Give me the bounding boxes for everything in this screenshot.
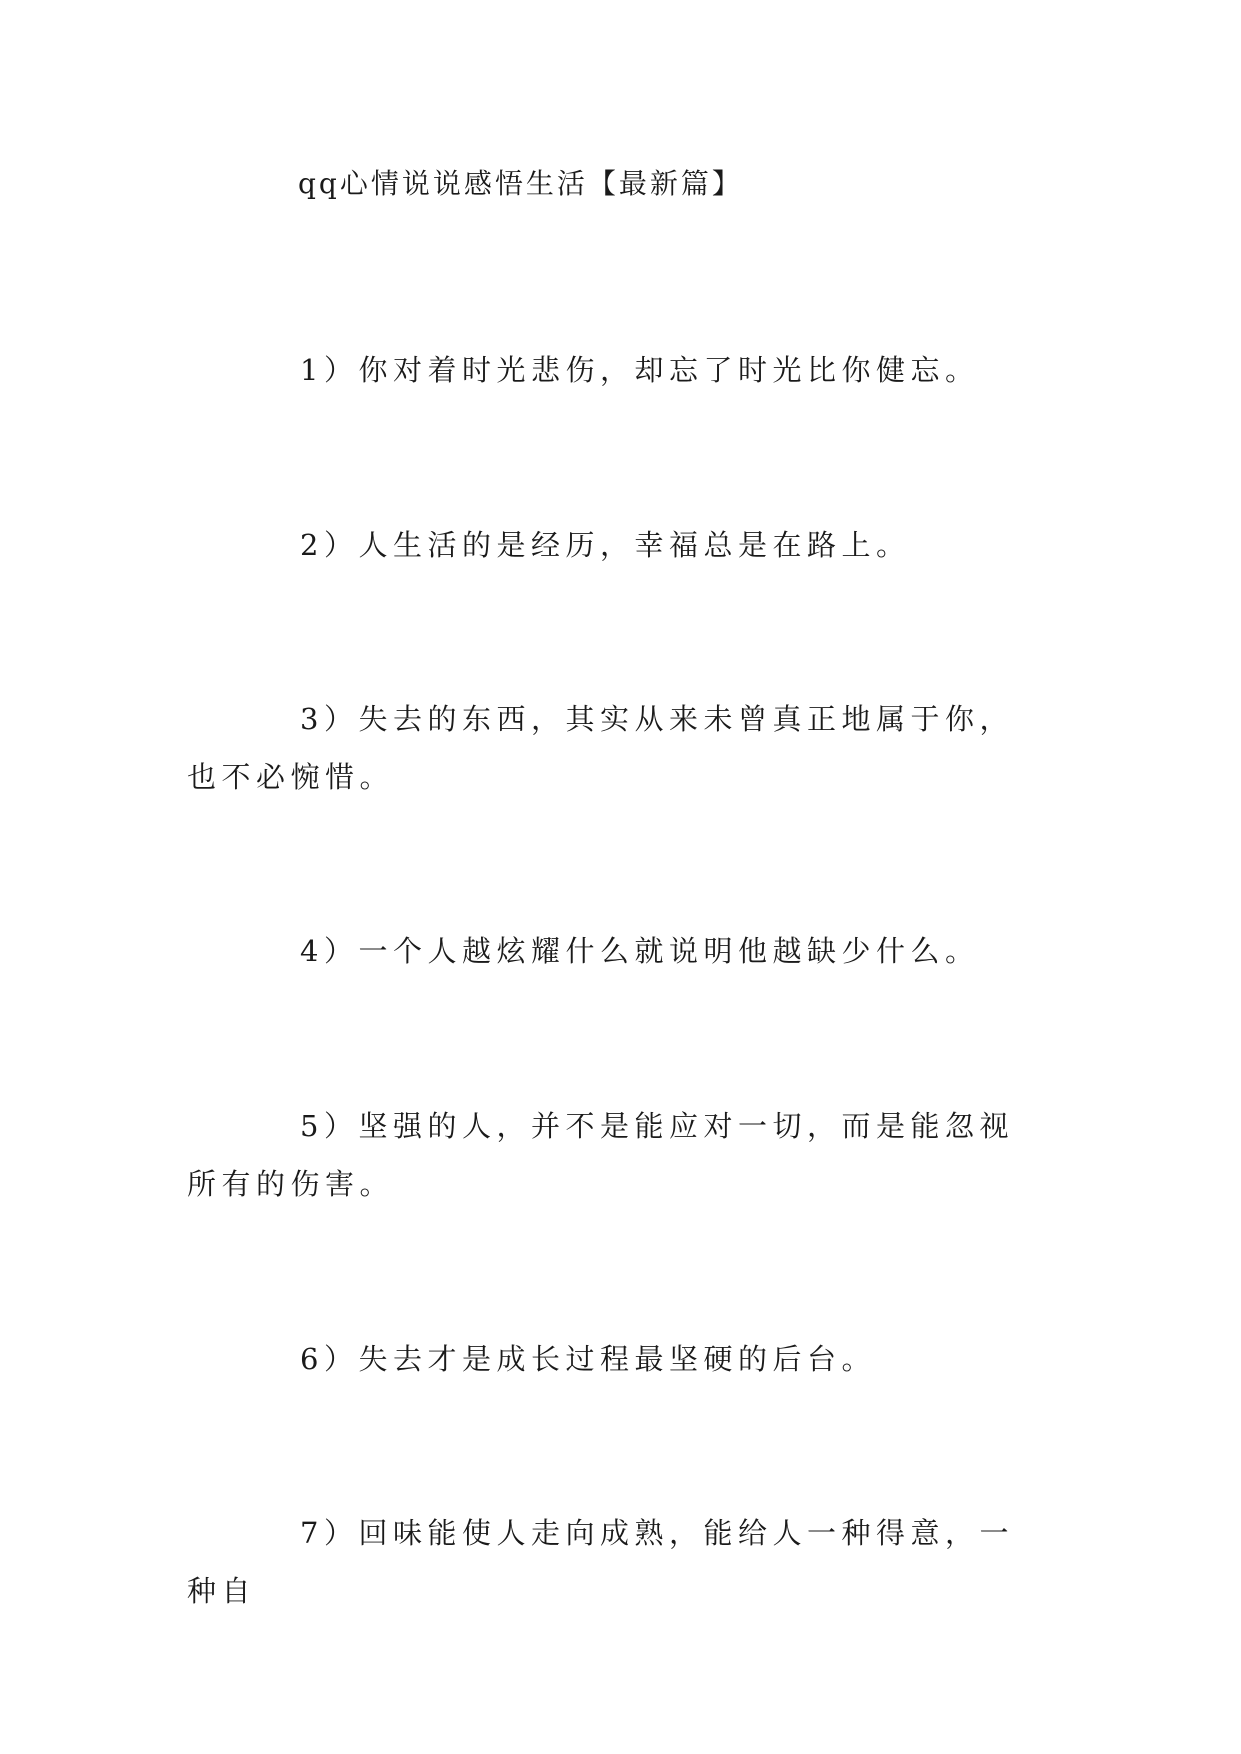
- paragraph-7: 7）回味能使人走向成熟，能给人一种得意，一种自: [187, 1516, 1014, 1608]
- paragraph-1: 1）你对着时光悲伤，却忘了时光比你健忘。: [300, 353, 980, 387]
- paragraph-5: 5）坚强的人，并不是能应对一切，而是能忽视所有的伤害。: [187, 1109, 1014, 1201]
- document-title: qq心情说说感悟生活【最新篇】: [298, 167, 743, 200]
- paragraph-2: 2）人生活的是经历，幸福总是在路上。: [300, 528, 911, 562]
- paragraph-4: 4）一个人越炫耀什么就说明他越缺少什么。: [300, 934, 980, 968]
- paragraph-3: 3）失去的东西，其实从来未曾真正地属于你，也不必惋惜。: [187, 702, 1014, 794]
- paragraph-6: 6）失去才是成长过程最坚硬的后台。: [300, 1342, 876, 1376]
